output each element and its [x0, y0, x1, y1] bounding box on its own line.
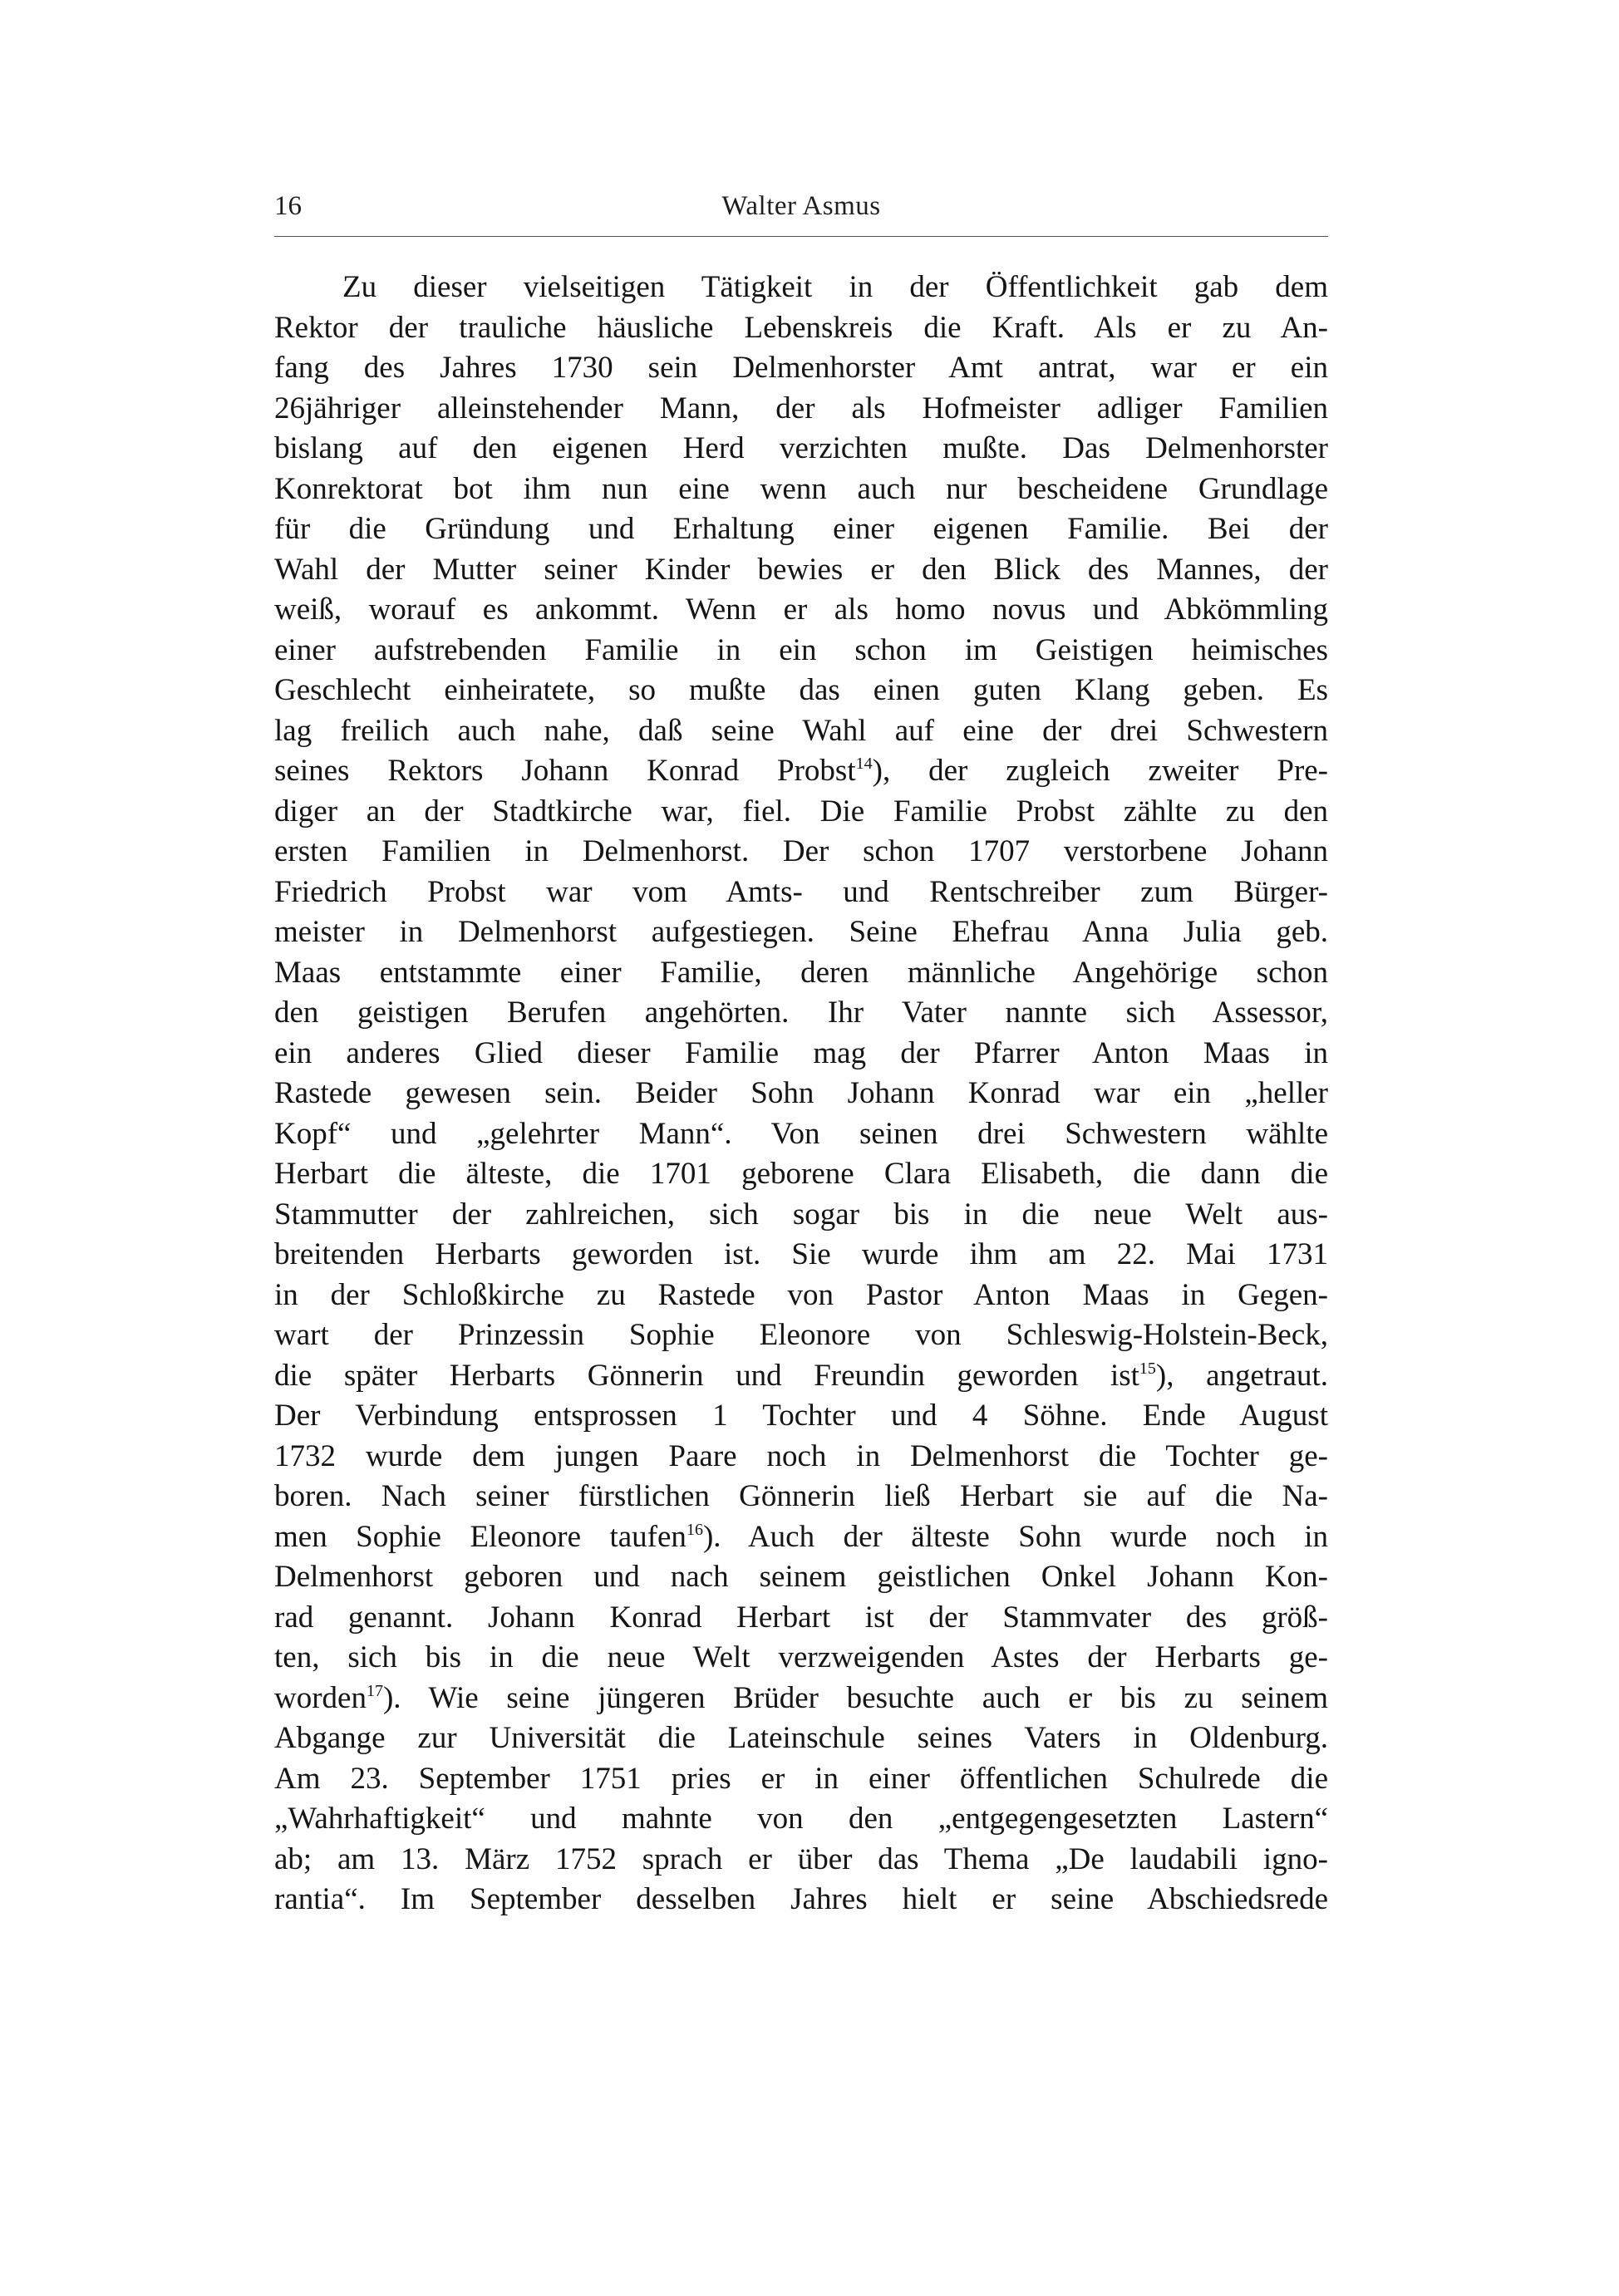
line-text: breitenden Herbarts geworden ist. Sie wurde ihm am 22. Mai 1731	[274, 1237, 1328, 1271]
line-text: die später Herbarts Gönnerin und Freundin geworden ist	[274, 1358, 1139, 1393]
line-text: Rektor der trauliche häusliche Lebenskreis die Kraft. Als er zu An-	[274, 310, 1328, 345]
text-line	[274, 1154, 1328, 1195]
line-text: Zu dieser vielseitigen Tätigkeit in der Öffentlichkeit gab dem	[342, 270, 1328, 304]
line-text-after-footnote: ). Wie seine jüngeren Brüder besuchte auch er bis zu seinem	[382, 1680, 1328, 1715]
text-line	[274, 1799, 1328, 1840]
text-line	[274, 1759, 1328, 1800]
line-text: Stammutter der zahlreichen, sich sogar bis in die neue Welt aus-	[274, 1197, 1328, 1232]
text-line	[274, 631, 1328, 671]
text-line	[274, 1396, 1328, 1437]
text-line	[274, 832, 1328, 873]
line-text: Geschlecht einheiratete, so mußte das einen guten Klang geben. Es	[274, 673, 1328, 707]
text-line	[274, 268, 1328, 308]
text-line	[274, 1638, 1328, 1679]
line-text: diger an der Stadtkirche war, fiel. Die Familie Probst zählte zu den	[274, 794, 1328, 828]
text-line	[274, 550, 1328, 591]
text-line	[274, 1477, 1328, 1517]
line-text: ab; am 13. März 1752 sprach er über das Thema „De laudabili igno-	[274, 1841, 1328, 1876]
line-text: 1732 wurde dem jungen Paare noch in Delmenhorst die Tochter ge-	[274, 1438, 1328, 1473]
line-text: rantia“. Im September desselben Jahres hielt er seine Abschiedsrede	[274, 1882, 1328, 1916]
page-number: 16	[274, 191, 302, 221]
line-text: seines Rektors Johann Konrad Probst	[274, 754, 856, 788]
text-line	[274, 1276, 1328, 1316]
text-line	[274, 308, 1328, 349]
text-line	[274, 1034, 1328, 1074]
running-head: Walter Asmus	[721, 191, 881, 221]
text-line	[274, 993, 1328, 1034]
line-text: Abgange zur Universität die Lateinschule seines Vaters in Oldenburg.	[274, 1721, 1328, 1755]
text-line	[274, 1880, 1328, 1920]
text-line	[274, 470, 1328, 510]
text-line	[274, 1437, 1328, 1477]
text-line	[274, 1195, 1328, 1236]
line-text: bislang auf den eigenen Herd verzichten mußte. Das Delmenhorster	[274, 431, 1328, 465]
text-line	[274, 1235, 1328, 1276]
line-text: men Sophie Eleonore taufen	[274, 1519, 686, 1554]
line-text: fang des Jahres 1730 sein Delmenhorster Amt antrat, war er ein	[274, 351, 1328, 385]
line-text: Der Verbindung entsprossen 1 Tochter und 4 Söhne. Ende August	[274, 1399, 1328, 1433]
line-text-after-footnote: ), angetraut.	[1155, 1358, 1328, 1393]
line-text: in der Schloßkirche zu Rastede von Pastor Anton Maas in Gegen-	[274, 1277, 1328, 1312]
text-line	[274, 1517, 1328, 1558]
text-line	[274, 348, 1328, 389]
line-text: Rastede gewesen sein. Beider Sohn Johann Konrad war ein „heller	[274, 1076, 1328, 1110]
footnote-marker: 14	[855, 755, 873, 773]
text-line	[274, 1718, 1328, 1759]
line-text: Am 23. September 1751 pries er in einer öffentlichen Schulrede die	[274, 1761, 1328, 1796]
text-line	[274, 1679, 1328, 1719]
footnote-marker: 16	[686, 1520, 703, 1539]
page-header	[274, 191, 1328, 231]
text-line	[274, 1356, 1328, 1397]
line-text: lag freilich auch nahe, daß seine Wahl auf eine der drei Schwestern	[274, 713, 1328, 748]
line-text: Herbart die älteste, die 1701 geborene Clara Elisabeth, die dann die	[274, 1157, 1328, 1191]
body-paragraph	[274, 268, 1328, 1920]
line-text: ersten Familien in Delmenhorst. Der schon 1707 verstorbene Johann	[274, 834, 1328, 868]
text-line	[274, 1114, 1328, 1155]
line-text-after-footnote: ), der zugleich zweiter Pre-	[872, 754, 1329, 788]
line-text: den geistigen Berufen angehörten. Ihr Vater nannte sich Assessor,	[274, 996, 1328, 1030]
line-text: Kopf“ und „gelehrter Mann“. Von seinen drei Schwestern wählte	[274, 1116, 1328, 1151]
line-text: boren. Nach seiner fürstlichen Gönnerin ließ Herbart sie auf die Na-	[274, 1479, 1328, 1513]
line-text: für die Gründung und Erhaltung einer eigenen Familie. Bei der	[274, 512, 1328, 546]
text-line	[274, 1840, 1328, 1881]
text-line	[274, 509, 1328, 550]
text-line	[274, 429, 1328, 470]
line-text: Wahl der Mutter seiner Kinder bewies er den Blick des Mannes, der	[274, 552, 1328, 587]
line-text: rad genannt. Johann Konrad Herbart ist der Stammvater des größ-	[274, 1600, 1328, 1635]
text-line	[274, 1557, 1328, 1598]
line-text: Maas entstammte einer Familie, deren männliche Angehörige schon	[274, 955, 1328, 990]
text-line	[274, 1598, 1328, 1639]
line-text: weiß, worauf es ankommt. Wenn er als homo novus und Abkömmling	[274, 592, 1328, 627]
text-line	[274, 792, 1328, 833]
line-text: 26jähriger alleinstehender Mann, der als Hofmeister adliger Familien	[274, 391, 1328, 425]
header-rule	[274, 236, 1328, 237]
footnote-marker: 17	[366, 1681, 383, 1700]
text-line	[274, 671, 1328, 711]
line-text: wart der Prinzessin Sophie Eleonore von Schleswig-Holstein-Beck,	[274, 1318, 1328, 1352]
text-line	[274, 751, 1328, 792]
line-text: Friedrich Probst war vom Amts- und Rentschreiber zum Bürger-	[274, 874, 1328, 909]
line-text: Konrektorat bot ihm nun eine wenn auch nur bescheidene Grundlage	[274, 471, 1328, 506]
text-line	[274, 873, 1328, 913]
line-text-after-footnote: ). Auch der älteste Sohn wurde noch in	[702, 1519, 1328, 1554]
line-text: Delmenhorst geboren und nach seinem geistlichen Onkel Johann Kon-	[274, 1560, 1328, 1594]
footnote-marker: 15	[1139, 1359, 1156, 1378]
line-text: ein anderes Glied dieser Familie mag der Pfarrer Anton Maas in	[274, 1035, 1328, 1070]
line-text: worden	[274, 1680, 367, 1715]
text-line	[274, 590, 1328, 631]
text-line	[274, 1315, 1328, 1356]
text-line	[274, 1074, 1328, 1114]
text-line	[274, 953, 1328, 994]
text-line	[274, 389, 1328, 430]
line-text: meister in Delmenhorst aufgestiegen. Seine Ehefrau Anna Julia geb.	[274, 915, 1328, 949]
line-text: „Wahrhaftigkeit“ und mahnte von den „entgegengesetzten Lastern“	[274, 1802, 1328, 1836]
text-line	[274, 711, 1328, 752]
line-text: ten, sich bis in die neue Welt verzweigenden Astes der Herbarts ge-	[274, 1640, 1328, 1674]
text-line	[274, 912, 1328, 953]
line-text: einer aufstrebenden Familie in ein schon im Geistigen heimisches	[274, 632, 1328, 667]
